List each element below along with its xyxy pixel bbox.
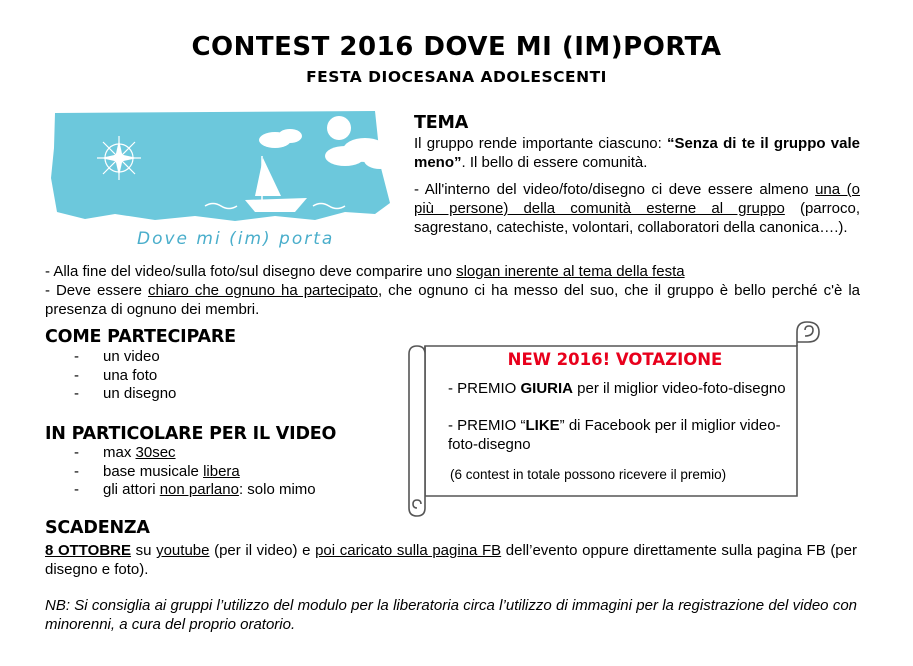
tema-paragraph-2: - All'interno del video/foto/disegno ci deve essere almeno una (o più persone) della comunità esterne al gruppo (parroco, sagrestano, catechiste, volontari, collaboratori della canonica….). (414, 181, 860, 236)
tema-heading: TEMA (414, 113, 469, 133)
video-list (45, 444, 405, 500)
page-subtitle: FESTA DIOCESANA ADOLESCENTI (306, 68, 607, 86)
list-item: - max 30sec (74, 444, 176, 461)
votazione-heading: NEW 2016! VOTAZIONE (507, 350, 723, 369)
list-item: - base musicale libera (74, 462, 240, 480)
list-item: - gli attori non parlano: solo mimo (74, 481, 316, 498)
come-partecipare-heading: COME PARTECIPARE (45, 327, 236, 347)
scadenza-text: 8 OTTOBRE su youtube (per il video) e poi caricato sulla pagina FB dell’evento oppure direttamente sulla pagina FB (per disegno e foto). (45, 542, 857, 578)
logo-text: Dove mi (im) porta (137, 229, 335, 249)
list-item: - una foto (74, 366, 158, 384)
votazione-note: (6 contest in totale possono ricevere il premio) (450, 467, 727, 482)
logo-illustration (45, 108, 400, 258)
scadenza-heading: SCADENZA (45, 518, 150, 538)
premio-like: - PREMIO “LIKE” di Facebook per il miglior video-foto-disegno (448, 417, 781, 453)
tema-paragraph-3: - Alla fine del video/sulla foto/sul disegno deve comparire uno slogan inerente al tema della festa (45, 263, 685, 280)
tema-paragraph-1: Il gruppo rende importante ciascuno: “Senza di te il gruppo vale meno”. Il bello di essere comunità. (414, 135, 860, 171)
logo-graphic (45, 108, 400, 258)
video-heading: IN PARTICOLARE PER IL VIDEO (45, 424, 337, 444)
tema-paragraph-4: - Deve essere chiaro che ognuno ha partecipato, che ognuno ci ha messo del suo, che il gruppo è bello perché c'è la presenza di ognuno dei membri. (45, 282, 860, 318)
come-partecipare-list (45, 348, 385, 404)
list-item: - un video (74, 348, 160, 365)
list-item: - un disegno (74, 385, 177, 402)
nb-note: NB: Si consiglia ai gruppi l’utilizzo del modulo per la liberatoria circa l’utilizzo di immagini per la registrazione del video con minorenni, a cura del proprio oratorio. (45, 597, 857, 633)
premio-giuria: - PREMIO GIURIA per il miglior video-foto-disegno (448, 380, 786, 397)
page-title: CONTEST 2016 DOVE MI (IM)PORTA (191, 32, 722, 62)
